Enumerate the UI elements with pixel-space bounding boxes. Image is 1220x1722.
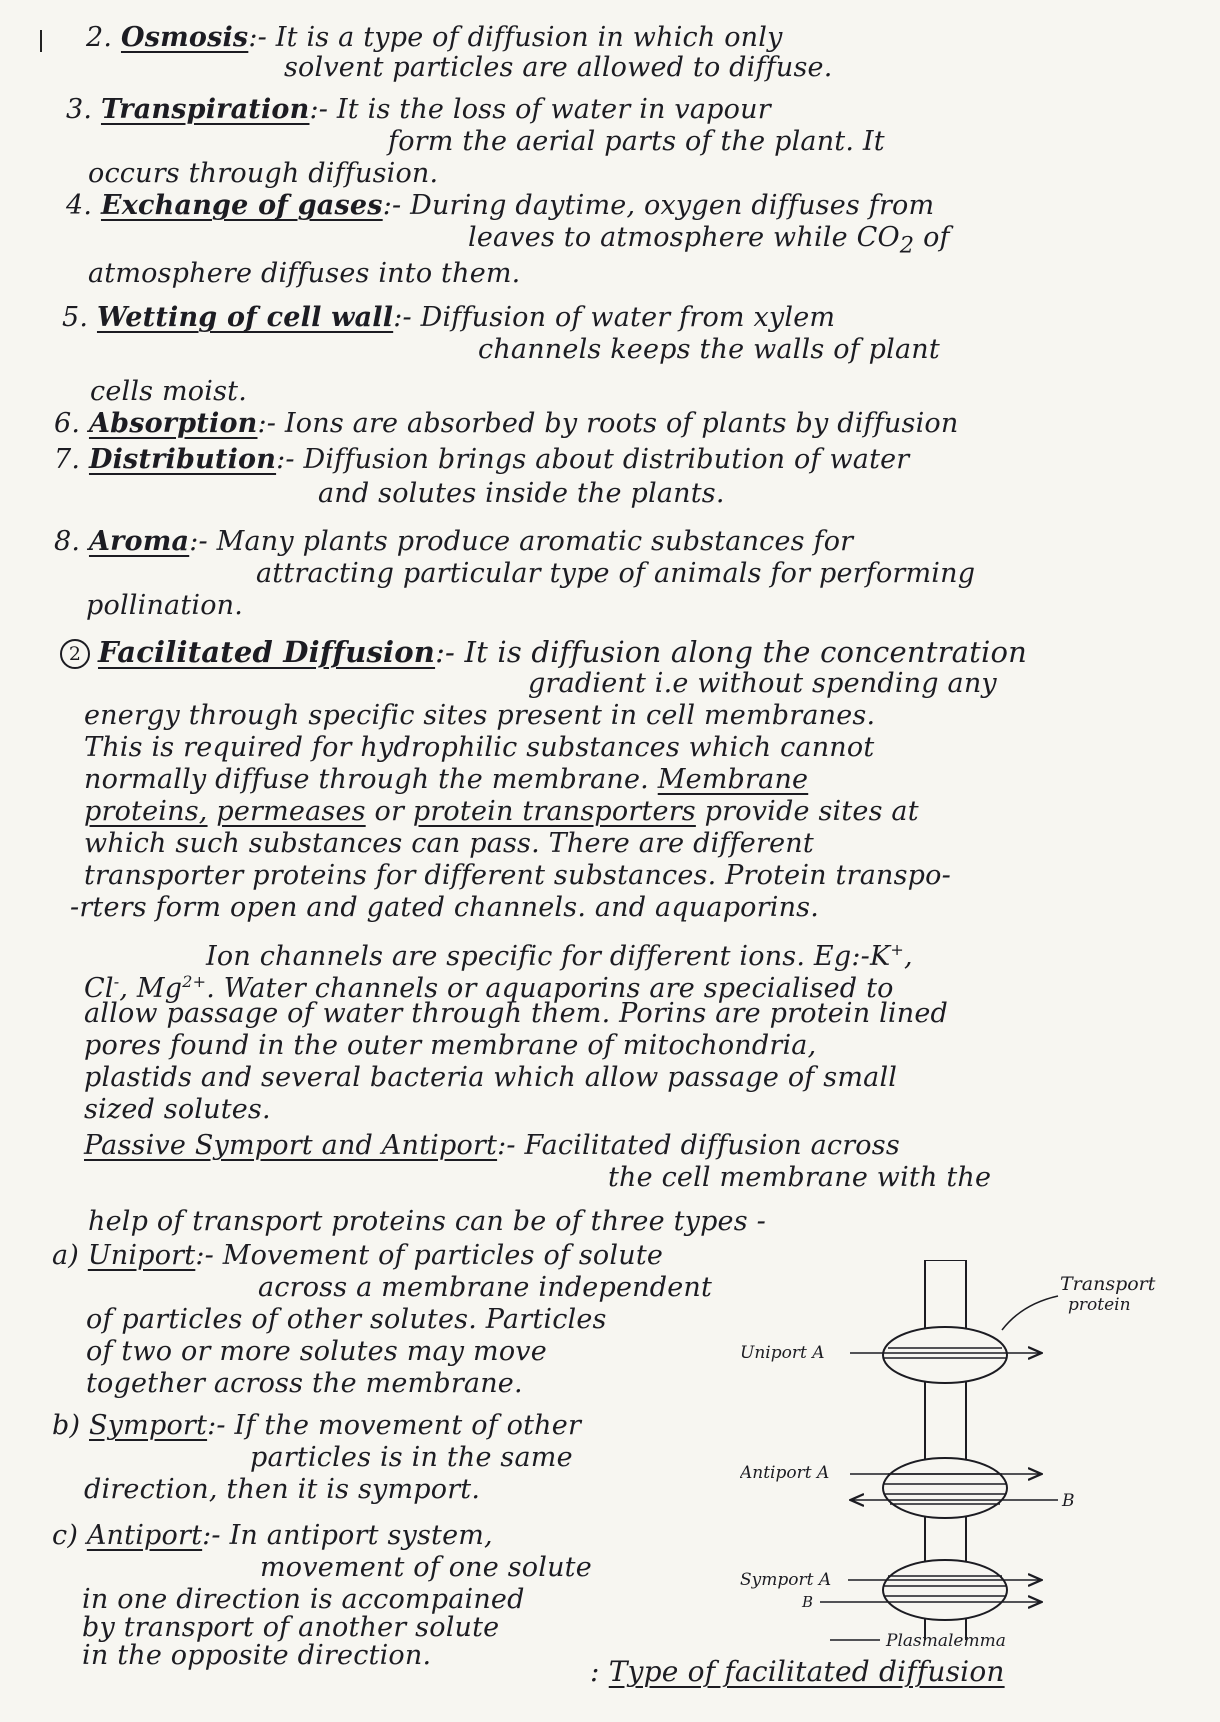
osmosis-term: Osmosis: [120, 22, 249, 53]
transpiration-term: Transpiration: [100, 94, 310, 125]
symport-label: Symport A: [740, 1570, 832, 1590]
facilitated-text-5: normally diffuse through the membrane.: [84, 764, 649, 795]
transpiration-text: It is the loss of water in vapour: [336, 94, 771, 125]
passive-line-2: the cell membrane with the: [608, 1162, 992, 1193]
or-word: or: [374, 796, 405, 827]
antiport-protein: [883, 1458, 1007, 1518]
wetting-text: Diffusion of water from xylem: [420, 302, 836, 333]
facilitated-text-6: provide sites at: [704, 796, 919, 827]
facilitated-line-13: pores found in the outer membrane of mitochondria,: [84, 1030, 817, 1061]
caption-prefix: :: [590, 1655, 600, 1688]
gases-text-2: leaves to atmosphere while CO: [468, 222, 900, 253]
wetting-line-3: cells moist.: [90, 376, 247, 407]
facilitated-line-3: energy through specific sites present in cell membranes.: [84, 700, 876, 731]
cl-ion: Cl: [84, 973, 114, 1004]
transport-protein-label-2: protein: [1068, 1295, 1131, 1315]
aroma-line-2: attracting particular type of animals for performing: [256, 558, 976, 589]
passive-heading-line: [84, 1130, 900, 1162]
distribution-line-1: [54, 444, 909, 476]
facilitated-line-9: -rters form open and gated channels. and aquaporins.: [70, 892, 820, 923]
gases-text-2-end: of: [923, 222, 950, 253]
antiport-term: Antiport: [86, 1520, 203, 1551]
facilitated-line-15: sized solutes.: [84, 1094, 271, 1125]
facilitated-text-1: It is diffusion along the concentration: [464, 635, 1028, 669]
term-separator: :-: [257, 408, 277, 439]
gases-line-2: [468, 222, 950, 261]
symport-text-1: If the movement of other: [234, 1410, 582, 1441]
facilitated-title: Facilitated Diffusion: [98, 635, 436, 669]
uniport-text-1: Movement of particles of solute: [222, 1240, 664, 1271]
antiport-b-label: B: [1062, 1491, 1075, 1511]
cl-superscript: -: [113, 972, 120, 991]
passive-text-1: Facilitated diffusion across: [524, 1130, 900, 1161]
co2-subscript: 2: [899, 232, 915, 259]
transpiration-line-1: [66, 94, 771, 126]
facilitated-line-4: This is required for hydrophilic substances which cannot: [84, 732, 875, 763]
item-number: 6.: [54, 408, 81, 439]
transpiration-line-2: form the aerial parts of the plant. It: [388, 126, 885, 157]
facilitated-line-2: gradient i.e without spending any: [528, 668, 997, 699]
wetting-line-1: [62, 302, 835, 334]
gases-term: Exchange of gases: [100, 190, 383, 221]
antiport-line-3: in one direction is accompained: [82, 1584, 525, 1615]
wetting-line-2: channels keeps the walls of plant: [478, 334, 940, 365]
term-separator: :-: [309, 94, 329, 125]
item-number: 4.: [66, 190, 93, 221]
uniport-line-5: together across the membrane.: [86, 1368, 523, 1399]
aquaporin-text: . Water channels or aquaporins are specialised to: [206, 973, 894, 1004]
proteins-term: proteins,: [84, 796, 208, 827]
distribution-line-2: and solutes inside the plants.: [318, 478, 725, 509]
absorption-line-1: [54, 408, 958, 440]
absorption-text: Ions are absorbed by roots of plants by diffusion: [284, 408, 959, 439]
facilitated-line-5: [84, 764, 808, 796]
aroma-line-1: [54, 526, 853, 558]
list-label: a): [52, 1240, 80, 1271]
term-separator: :-: [393, 302, 412, 333]
uniport-line-3: of particles of other solutes. Particles: [86, 1304, 607, 1335]
passive-line-3: help of transport proteins can be of three types -: [88, 1206, 766, 1237]
list-label: c): [52, 1520, 79, 1551]
symport-b-label: B: [802, 1593, 814, 1611]
symport-protein: [883, 1560, 1007, 1620]
facilitated-line-14: plastids and several bacteria which allow passage of small: [84, 1062, 898, 1093]
item-number: 5.: [62, 302, 89, 333]
mg-ion: , Mg: [119, 973, 183, 1004]
antiport-label: Antiport A: [740, 1463, 830, 1483]
comma: ,: [903, 941, 913, 972]
uniport-line-1: [52, 1240, 663, 1272]
symport-term: Symport: [89, 1410, 208, 1441]
symport-line-3: direction, then it is symport.: [84, 1474, 481, 1505]
transpiration-line-3: occurs through diffusion.: [88, 158, 439, 189]
membrane-term: Membrane: [657, 764, 809, 795]
facilitated-line-6: [84, 796, 919, 828]
item-number: 7.: [54, 444, 81, 475]
caption-text: Type of facilitated diffusion: [608, 1655, 1005, 1688]
protein-transporters-term: protein transporters: [412, 796, 696, 827]
term-separator: :-: [276, 444, 295, 475]
margin-mark: [40, 30, 42, 52]
aroma-term: Aroma: [88, 526, 190, 557]
symport-line-1: [52, 1410, 581, 1442]
diagram-caption: [590, 1656, 1005, 1688]
term-separator: :-: [248, 22, 267, 53]
list-label: b): [52, 1410, 81, 1441]
term-separator: :-: [189, 526, 208, 557]
uniport-protein: [883, 1327, 1007, 1383]
passive-title: Passive Symport and Antiport: [84, 1130, 498, 1161]
protein-pointer-line: [1002, 1296, 1058, 1330]
facilitated-line-7: which such substances can pass. There are different: [84, 828, 814, 859]
gases-text: During daytime, oxygen diffuses from: [410, 190, 935, 221]
osmosis-line-1: [86, 22, 783, 54]
facilitated-line-12: allow passage of water through them. Porins are protein lined: [84, 998, 949, 1029]
symport-line-2: particles is in the same: [250, 1442, 573, 1473]
mg-superscript: 2+: [182, 972, 207, 991]
permeases-term: permeases: [216, 796, 366, 827]
uniport-line-4: of two or more solutes may move: [86, 1336, 547, 1367]
gases-line-3: atmosphere diffuses into them.: [88, 258, 521, 289]
transport-protein-label-1: Transport: [1060, 1273, 1156, 1295]
antiport-line-4: by transport of another solute: [82, 1612, 500, 1643]
plasmalemma-label: Plasmalemma: [886, 1631, 1006, 1650]
osmosis-text: It is a type of diffusion in which only: [275, 22, 783, 53]
k-superscript: +: [890, 940, 904, 959]
facilitated-heading-line: [60, 636, 1027, 669]
section-number-circle: 2: [60, 639, 90, 669]
gases-line-1: [66, 190, 934, 222]
facilitated-diffusion-diagram: [740, 1260, 1190, 1650]
uniport-line-2: across a membrane independent: [258, 1272, 713, 1303]
distribution-text: Diffusion brings about distribution of water: [303, 444, 910, 475]
ion-channels-text: Ion channels are specific for different ions. Eg:-K: [206, 941, 891, 972]
item-number: 2.: [86, 22, 113, 53]
term-separator: :-: [435, 635, 456, 669]
antiport-line-2: movement of one solute: [260, 1552, 592, 1583]
item-number: 3.: [66, 94, 93, 125]
aroma-text: Many plants produce aromatic substances for: [216, 526, 854, 557]
aroma-line-3: pollination.: [86, 590, 244, 621]
facilitated-line-8: transporter proteins for different substances. Protein transpo-: [84, 860, 951, 891]
term-separator: :-: [195, 1240, 214, 1271]
antiport-text-1: In antiport system,: [229, 1520, 493, 1551]
term-separator: :-: [202, 1520, 221, 1551]
osmosis-line-2: solvent particles are allowed to diffuse.: [284, 52, 833, 83]
item-number: 8.: [54, 526, 81, 557]
distribution-term: Distribution: [88, 444, 277, 475]
antiport-line-5: in the opposite direction.: [82, 1640, 432, 1671]
term-separator: :-: [207, 1410, 226, 1441]
antiport-line-1: [52, 1520, 493, 1552]
uniport-term: Uniport: [87, 1240, 196, 1271]
absorption-term: Absorption: [88, 408, 258, 439]
term-separator: :-: [382, 190, 402, 221]
term-separator: :-: [497, 1130, 516, 1161]
wetting-term: Wetting of cell wall: [96, 302, 394, 333]
uniport-label: Uniport A: [740, 1343, 825, 1363]
